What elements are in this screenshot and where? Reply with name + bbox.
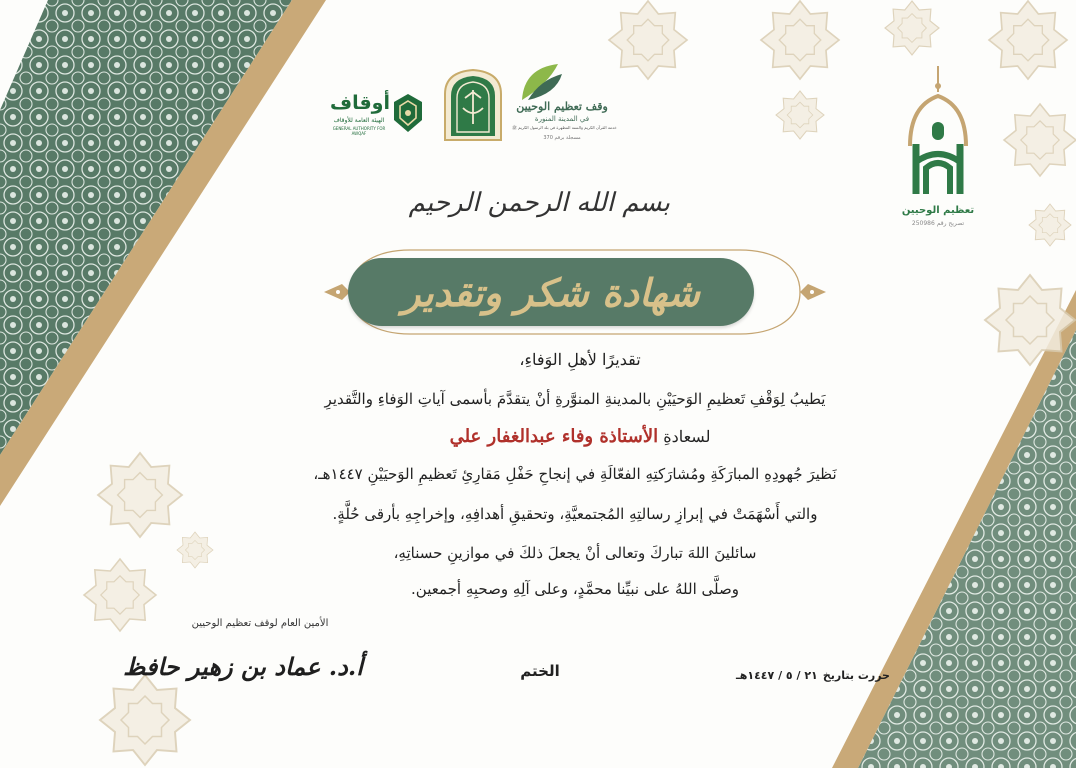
awqaf-name: أوقاف [330,92,390,114]
awqaf-subtitle: الهيئة العامة للأوقاف [333,117,385,124]
seal-label: الختم [520,662,560,680]
body-line-3: نَظيرَ جُهودِهِ المبارَكَةِ ومُشارَكتِهِ الفعّالَةِ في إنجاحِ حَفْلِ مَقارِئِ تَعظيمِ الوَحيَيْنِ ١٤٤٧هـ، [313,465,837,483]
maqraa-subtitle: تعظيم الوحيين [901,205,975,216]
awqaf-logo [330,92,430,142]
signatory-name: أ.د. عماد بن زهير حافظ [123,652,363,681]
ministry-emblem-icon [441,68,505,142]
awqaf-emblem-icon [390,92,426,134]
wahyain-registration: مسجلة برقم 370 [543,135,581,141]
date-line [720,664,890,683]
wahyain-name: وقف تعظيم الوحيين [516,100,608,113]
recipient-line [330,426,830,447]
intro-line: تقديرًا لأهلِ الوَفاءِ، [519,350,641,369]
maqraa-name [896,162,980,163]
maqraa-dome-icon [902,66,974,196]
signatory-title: الأمين العام لوقف تعظيم الوحيين [191,618,329,629]
date-value: ٢١ / ٥ / ١٤٤٧هـ [735,669,818,682]
wahyain-tagline: خدمة القرآن الكريم والسنة المطهرة في بلد الرسول الكريم ﷺ [512,125,617,130]
body-line-4: والتي أَسْهَمَتْ في إبرازِ رسالتِهِ المُجتمعيَّةِ، وتحقيقِ أهدافِهِ، وإخراجِهِ بأرقى حُلَّةٍ. [332,505,818,523]
basmala: بسم الله الرحمن الرحيم [408,188,670,218]
body-line-1: يَطيبُ لِوَقْفِ تَعظيمِ الوَحيَيْنِ بالمدينةِ المنوَّرةِ أنْ يتقدَّمَ بأسمى آياتِ الوَفاءِ والتَّقديرِ [324,390,826,408]
recipient-name: الأستاذة وفاء عبدالغفار علي [449,426,659,447]
maqraa-license: تصريح رقم 250986 [911,220,965,227]
awqaf-subtitle-en: GENERAL AUTHORITY FOR AWQAF [332,126,386,136]
recipient-prefix: لسعادةِ [663,427,711,446]
wahyain-location: في المدينة المنورة [534,115,590,123]
body-line-6: وصلَّى اللهُ على نبيِّنا محمَّدٍ، وعلى آلِهِ وصحبِهِ أجمعين. [411,580,739,598]
body-line-5: سائلينَ اللهَ تباركَ وتعالى أنْ يجعلَ ذلكَ في موازينِ حسناتِهِ، [393,544,757,562]
date-label: حررت بتاريخ [822,669,890,682]
wahyain-leaf-icon [518,62,566,102]
certificate-title: شهادة شكر وتقدير [402,270,700,315]
maqraa-logo [896,66,980,236]
wahyain-logo [512,62,617,152]
